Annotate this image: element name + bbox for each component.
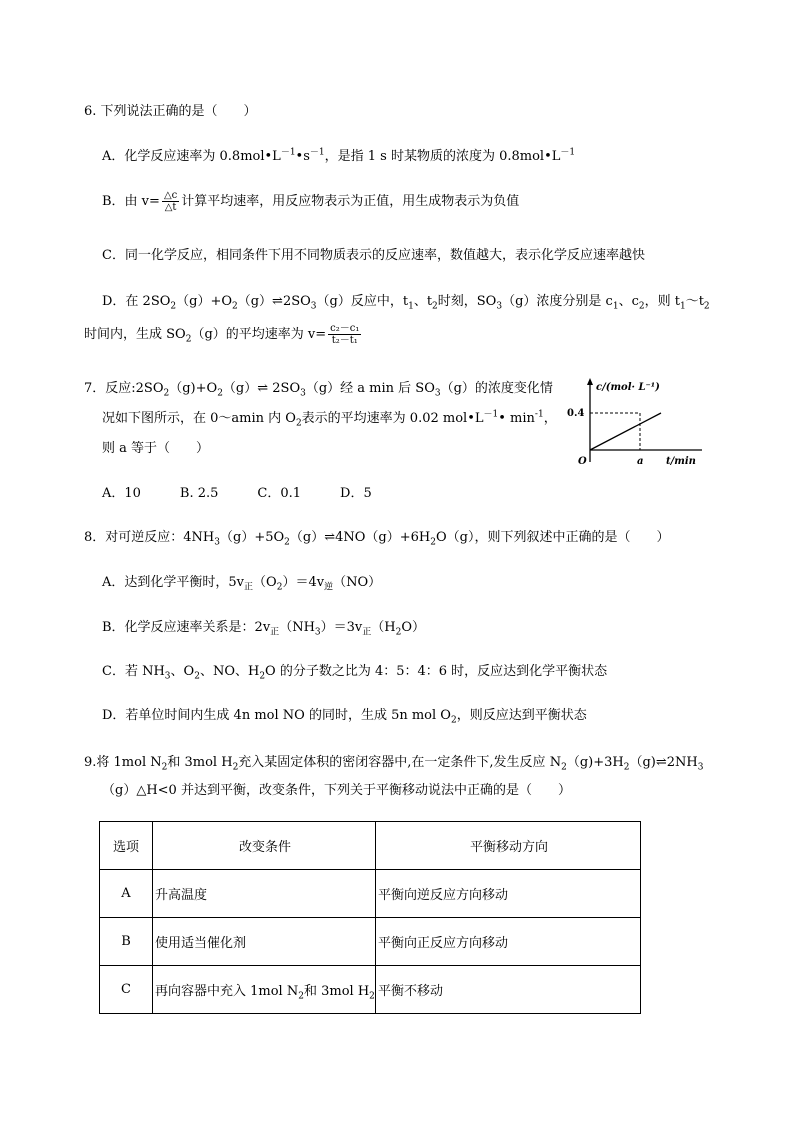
y-tick-label: 0.4 [567, 408, 585, 419]
header-option: 选项 [100, 822, 153, 870]
cell-option: B [100, 918, 153, 966]
cell-condition: 升高温度 [153, 870, 376, 918]
cell-condition: 再向容器中充入 1mol $N_2$和 3mol $H_2$ [153, 966, 376, 1014]
fraction: $\frac{\triangle c}{\triangle t}$ [163, 190, 178, 213]
data-line [590, 413, 661, 450]
cell-condition: 使用适当催化剂 [153, 918, 376, 966]
cell-direction: 平衡向正反应方向移动 [376, 918, 641, 966]
q6-option-d: D．在 $2SO_2(g)+O_2(g)\rightleftharpoons 2SO_3(g)$反应中，$t_1$、$t_2$时刻，$SO_3(g)$浓度分别是 $c_1$、$c_2$，则 $t_1\sim t_2$ [102, 294, 710, 312]
q9-options-table [99, 821, 641, 1014]
y-axis-label: c/(mol· L⁻¹) [596, 382, 660, 393]
q6-stem: 6. 下列说法正确的是（ ） [84, 104, 257, 119]
x-axis-label: t/min [666, 456, 696, 467]
concentration-time-graph [562, 376, 712, 468]
fraction: $\frac{\text{c₂－c₁}}{\text{t₂－t₁}}$ [330, 323, 360, 346]
table-row [100, 966, 641, 1014]
q8-option-d: D．若单位时间内生成 4n mol NO 的同时，生成 5n mol $O_2$，则反应达到平衡状态 [102, 708, 587, 726]
q8-stem: 8．对可逆反应：$4NH_3(g)+5O_2(g)\rightleftharpoons 4NO(g)+6H_2O(g)$，则下列叙述中正确的是（ ） [84, 530, 670, 548]
cell-option: C [100, 966, 153, 1014]
q8-option-b: B．化学反应速率关系是：$2v_正(NH_3)=3v_正(H_2O)$ [102, 620, 426, 638]
x-tick-label: a [637, 456, 644, 467]
q9-stem-line1: 9.将 1mol $N_2$和 3mol $H_2$充入某固定体积的密闭容器中,在一定条件下,发生反应 $N_2(g)+3H_2(g)\rightleftharpoons 2NH_3$ [84, 755, 704, 773]
q8-option-c: C．若 $NH_3$、$O_2$、NO、$H_2O$ 的分子数之比为 4：5：4：6 时，反应达到化学平衡状态 [102, 664, 608, 682]
q9-stem-line2: （g）△H<0 并达到平衡，改变条件，下列关于平衡移动说法中正确的是（ ） [102, 783, 571, 798]
header-condition: 改变条件 [153, 822, 376, 870]
cell-option: A [100, 870, 153, 918]
table-row [100, 870, 641, 918]
q7-options: A．10 B. 2.5 C．0.1 D．5 [102, 486, 372, 501]
q7-stem-line3: 则 a 等于（ ） [102, 441, 210, 456]
cell-direction: 平衡不移动 [376, 966, 641, 1014]
q6-option-c: C．同一化学反应，相同条件下用不同物质表示的反应速率，数值越大，表示化学反应速率越快 [102, 248, 645, 263]
y-axis-arrow [587, 378, 593, 385]
table-row [100, 918, 641, 966]
q6-option-a: A．化学反应速率为 $0.8mol•L^{-1}•s^{-1}$，是指 1 s 时某物质的浓度为 $0.8mol•L^{-1}$ [102, 147, 576, 164]
table-header-row [100, 822, 641, 870]
q7-stem-line2: 况如下图所示，在 0～amin 内 $O_2$表示的平均速率为 0.02 $mol•L^{-1}•$ $\min^{-1}$， [102, 409, 557, 429]
q8-option-a: A．达到化学平衡时，$5v_正(O_2)=4v_逆(NO)$ [102, 575, 382, 593]
q6-option-b: B．由 v= $\frac{\triangle c}{\triangle t}$ 计算平均速率，用反应物表示为正值，用生成物表示为负值 [102, 190, 520, 213]
q7-stem-line1: 7．反应$:2SO_2(g)+O_2(g)\rightleftharpoons$ $2SO_3(g)$经 a min 后 $SO_3(g)$的浓度变化情 [84, 381, 553, 399]
header-direction: 平衡移动方向 [376, 822, 641, 870]
q6-option-d-cont: 时间内，生成 $SO_2(g)$的平均速率为 v= $\frac{\text{c₂－c₁}}{\text{t₂－t₁}}$ [84, 323, 360, 346]
cell-direction: 平衡向逆反应方向移动 [376, 870, 641, 918]
origin-label: O [578, 456, 587, 467]
